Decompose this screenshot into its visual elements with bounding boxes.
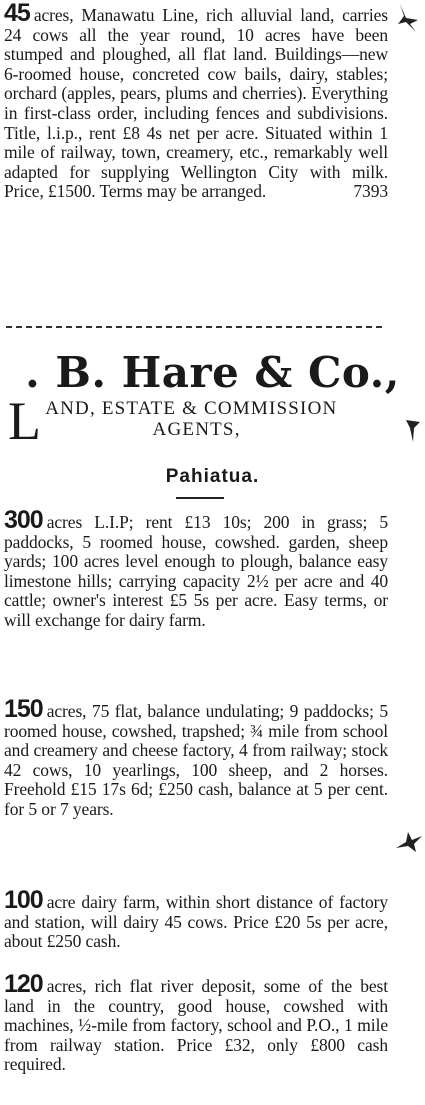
listing-text: acres, rich flat river deposit, some of the best land in the country, good house, cowshed with machines, ½-mile from factory, school and P.O., 1 mile from railway station. Price £32, only £800 cash required. — [4, 976, 388, 1075]
listing-120 — [4, 970, 388, 1075]
ink-blot-icon — [404, 418, 422, 444]
firm-description — [8, 391, 388, 451]
section-divider — [6, 326, 382, 328]
short-divider — [176, 497, 224, 499]
listing-300 — [4, 506, 388, 631]
listing-text: acres L.I.P; rent £13 10s; 200 in grass; 5 paddocks, 5 roomed house, cowshed. garden, sheep yards; 100 acres level enough to plough, balance easy limestone hills; carrying capacity 2½ per acre and 40 cattle; owner's interest £5 5s per acre. Easy terms, or will exchange for dairy farm. — [4, 512, 388, 630]
firm-description-line-2: AGENTS, — [152, 419, 241, 440]
listing-number: 150 — [4, 695, 43, 723]
listing-reference: 7393 — [353, 181, 388, 202]
firm-location: Pahiatua. — [165, 466, 260, 487]
firm-description-line-1: AND, ESTATE & COMMISSION — [45, 398, 338, 419]
ink-blot-icon — [394, 826, 424, 854]
listing-text: acres, 75 flat, balance undulating; 9 paddocks; 5 roomed house, cowshed, trapshed; ¾ mile from school and creamery and cheese factory, 4 from railway; stock 42 cows, 10 yearlings, 100 sheep, and 2 horses. Freehold £15 17s 6d; £250 cash, balance at 5 per cent. for 5 or 7 years. — [4, 701, 388, 819]
listing-45 — [4, 0, 388, 202]
listing-150 — [4, 695, 388, 820]
listing-100 — [4, 886, 388, 952]
listing-number: 45 — [4, 0, 30, 27]
listing-number: 120 — [4, 970, 43, 998]
listing-number: 100 — [4, 886, 43, 914]
listing-text: acre dairy farm, within short distance of factory and station, will dairy 45 cows. Price £20 5s per acre, about £250 cash. — [4, 892, 388, 952]
listing-text: acres, Manawatu Line, rich alluvial land, carries 24 cows all the year round, 10 acres have been stumped and ploughed, all flat land. Buildings—new 6-roomed house, concreted cow bails, dairy, stables; orchard (apples, pears, plums and cherries). Everything in first-class order, including fences and subdivisions. Title, l.i.p., rent £8 4s net per acre. Situated within 1 mile of railway, town, creamery, etc., remarkably well adapted for supplying Wellington City with milk. Price, £1500. Terms may be arranged. — [4, 5, 388, 202]
listing-number: 300 — [4, 506, 43, 534]
ink-blot-icon — [392, 2, 422, 42]
firm-name: . B. Hare & Co., — [25, 348, 400, 397]
drop-cap: L — [8, 391, 43, 451]
